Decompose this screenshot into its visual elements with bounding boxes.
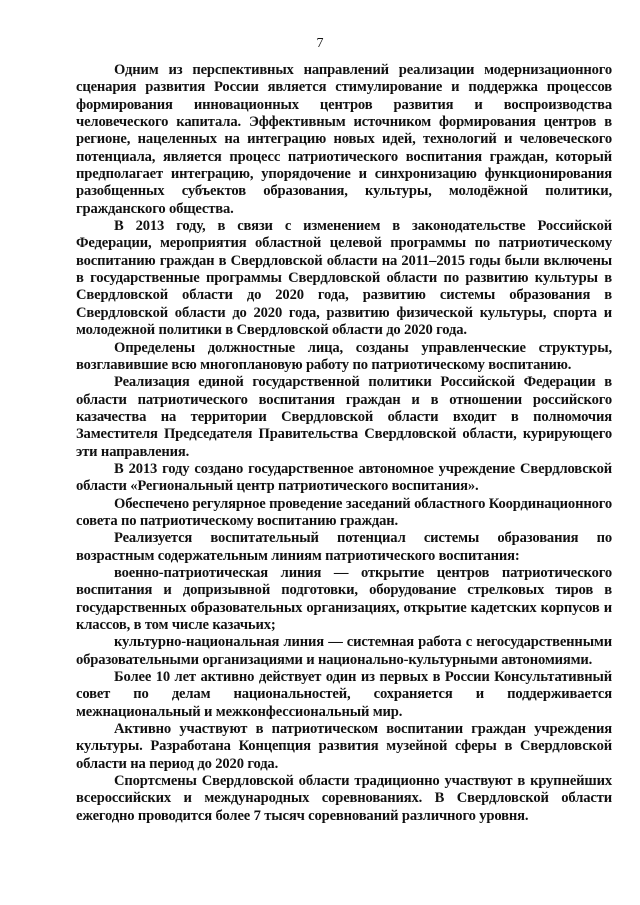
paragraph-modernization-scenario: Одним из перспективных направлений реализации модернизационного сценария развития России является стимулирование и поддержка процессов формирования инновационных центров развития и воспроизводства человеческого капитала. Эффективным источником формирования центров в регионе, нацеленных на интеграцию новых идей, технологий и человеческого потенциала, является процесс патриотического воспитания граждан, который предполагает интеграцию, упорядочение и синхронизацию функционирования разобщенных субъектов образования, культуры, молодёжной политики, гражданского общества. xyxy=(76,62,612,217)
paragraph-sports-competitions: Спортсмены Свердловской области традиционно участвуют в крупнейших всероссийских и международных соревнованиях. В Свердловской области ежегодно проводится более 7 тысяч соревнований различного уровня. xyxy=(76,773,612,824)
paragraph-education-potential: Реализуется воспитательный потенциал системы образования по возрастным содержательным линиям патриотического воспитания: xyxy=(76,530,612,564)
document-body xyxy=(76,62,612,825)
paragraph-state-policy: Реализация единой государственной политики Российской Федерации в области патриотического воспитания граждан и в отношении российского казачества на территории Свердловской области входит в полномочия Заместителя Председателя Правительства Свердловской области, курирующего эти направления. xyxy=(76,374,612,460)
paragraph-cultural-national-line: культурно-национальная линия — системная работа с негосударственными образовательными организациями и национально-культурными автономиями. xyxy=(76,634,612,668)
paragraph-military-patriotic-line: военно-патриотическая линия — открытие центров патриотического воспитания и допризывной подготовки, оборудование стрелковых тиров в государственных образовательных организациях, открытие кадетских корпусов и классов, в том числе казачьих; xyxy=(76,564,612,633)
paragraph-nationalities-council: Более 10 лет активно действует один из первых в России Консультативный совет по делам национальностей, сохраняется и поддерживается межнациональный и межконфессиональный мир. xyxy=(76,669,612,720)
paragraph-2013-legislation: В 2013 году, в связи с изменением в законодательстве Российской Федерации, мероприятия областной целевой программы по патриотическому воспитанию граждан в Свердловской области на 2011–2015 годы были включены в государственные программы Свердловской области по развитию культуры в Свердловской области до 2020 года, развитию системы образования в Свердловской области до 2020 года, развитию физической культуры, спорта и молодежной политики в Свердловской области до 2020 года. xyxy=(76,218,612,339)
paragraph-coordination-council: Обеспечено регулярное проведение заседаний областного Координационного совета по патриотическому воспитанию граждан. xyxy=(76,495,612,529)
paragraph-regional-center: В 2013 году создано государственное автономное учреждение Свердловской области «Региональный центр патриотического воспитания». xyxy=(76,460,612,495)
paragraph-officials-structures: Определены должностные лица, созданы управленческие структуры, возглавившие всю многоплановую работу по патриотическому воспитанию. xyxy=(76,339,612,373)
page-number: 7 xyxy=(316,36,324,51)
paragraph-culture-institutions: Активно участвуют в патриотическом воспитании граждан учреждения культуры. Разработана Концепция развития музейной сферы в Свердловской области на период до 2020 года. xyxy=(76,721,612,772)
